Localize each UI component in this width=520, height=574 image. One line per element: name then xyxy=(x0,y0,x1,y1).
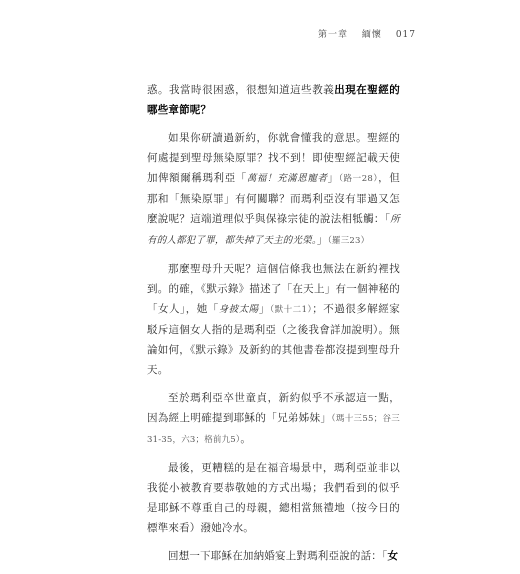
text-segment: 至於瑪利亞卒世童貞，新約似乎不承認這一點，因為經上明確提到耶穌的「兄弟姊妹」 xyxy=(147,392,400,424)
scripture-quote: 所有的人都犯了罪，都失掉了天主的光榮。 xyxy=(147,214,400,246)
page-header xyxy=(308,27,416,40)
paragraph xyxy=(147,458,400,538)
scripture-reference: （默十二1） xyxy=(269,305,313,315)
text-segment: 那麼聖母升天呢？這個信條我也無法在新約裡找到。的確，《默示錄》描述了「在天上」有一個神秘的「女人」，她「 xyxy=(147,263,400,315)
text-segment: 回想一下耶穌在加納婚宴上對瑪利亞說的話：「 xyxy=(168,550,388,562)
paragraph xyxy=(147,388,400,450)
text-segment: 惑。我當時很困惑，很想知道這些教義 xyxy=(147,84,335,96)
paragraph xyxy=(147,128,400,251)
text-segment: 」 xyxy=(258,303,270,315)
text-segment: 如果你研讀過新約，你就會懂我的意思。聖經的何處提到聖母無染原罪？找不到！即使聖經記載天使加俾額爾稱瑪利亞「 xyxy=(147,132,400,184)
scripture-reference: （羅三23） xyxy=(327,236,370,246)
text-segment: 」 xyxy=(327,172,339,184)
text-segment: ，但那和「無染原罪」有何關聯？而瑪利亞沒有罪過又怎麼說呢？這端道理似乎與保祿宗徒的說法相牴觸：「 xyxy=(147,172,400,225)
paragraph xyxy=(147,546,400,566)
scripture-reference: （路一28） xyxy=(338,174,379,184)
emphasis-text: 出現在聖經的哪些章節呢？ xyxy=(147,84,401,116)
scripture-quote: 身披太陽 xyxy=(218,304,259,315)
page-number: 017 xyxy=(395,30,416,40)
text-segment: 。 xyxy=(240,433,252,445)
text-segment: 」 xyxy=(316,234,328,246)
chapter-label: 第一章 xyxy=(318,30,349,40)
scripture-quote: 萬福！充滿恩寵者 xyxy=(246,173,328,184)
text-segment: 最後，更糟糕的是在福音場景中，瑪利亞並非以我從小被教育要恭敬她的方式出場；我們看到的似乎是耶穌不尊重自己的母親，總相當無禮地（按今日的標準來看）潑她冷水。 xyxy=(147,462,400,534)
scripture-reference: （瑪十三55；谷三31-35，六3；格前九5） xyxy=(147,414,400,445)
emphasis-text: 女 xyxy=(387,550,399,562)
section-title: 緬懷 xyxy=(361,30,382,40)
paragraph xyxy=(147,259,400,380)
text-segment: ；不過很多解經家駁斥這個女人指的是瑪利亞（之後我會詳加說明）。無論如何，《默示錄》及新約的其他書卷都沒提到聖母升天。 xyxy=(147,303,400,376)
paragraph xyxy=(147,80,400,120)
